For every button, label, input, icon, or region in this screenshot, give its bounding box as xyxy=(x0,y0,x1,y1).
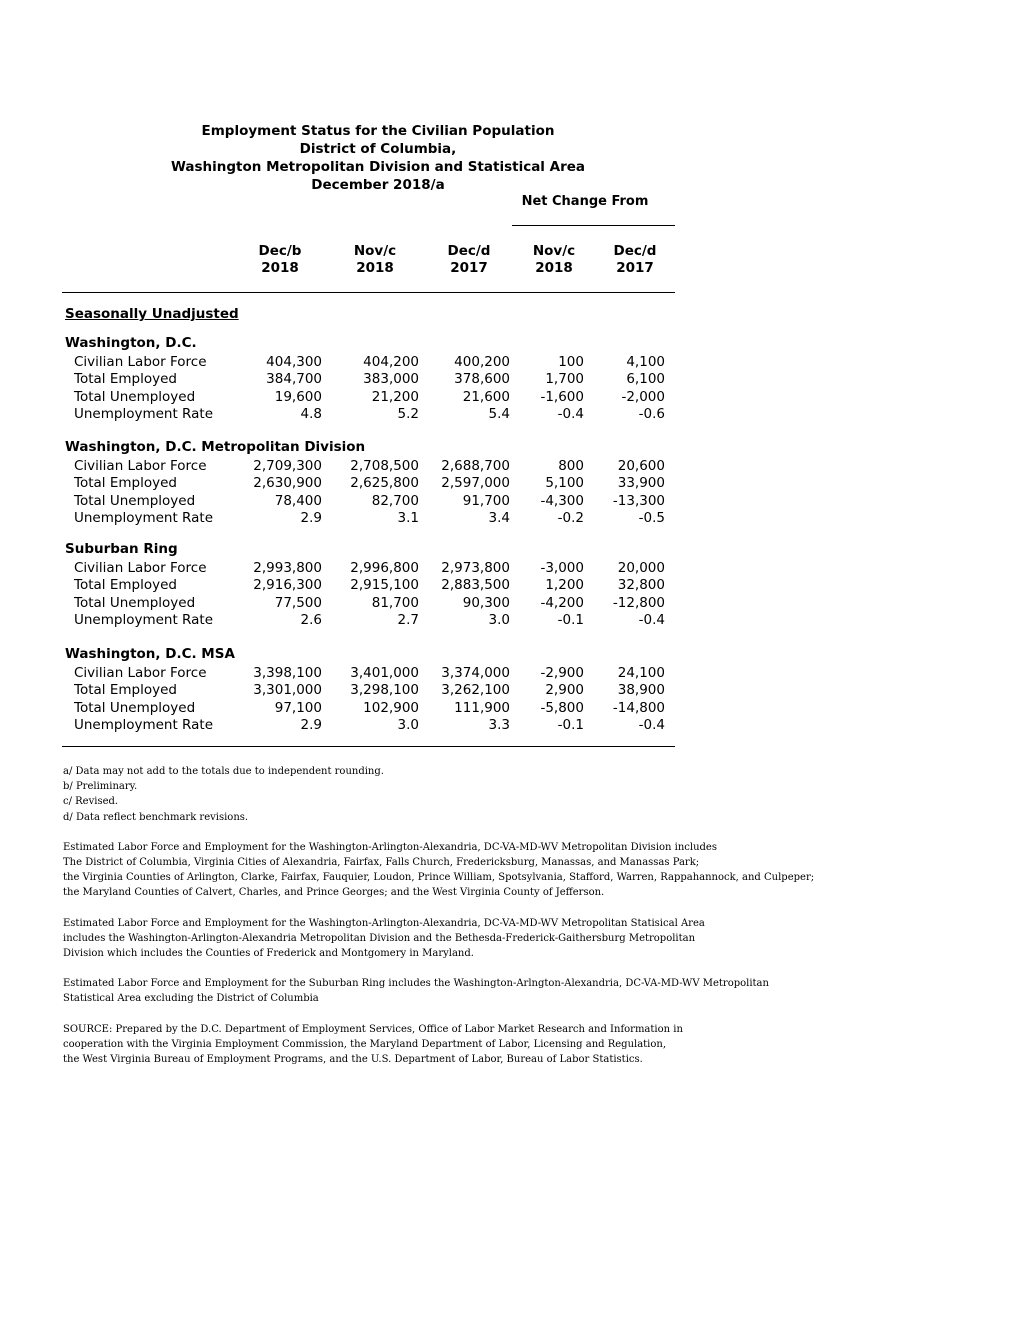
cell-value: 4,100 xyxy=(626,354,665,370)
cell-value: 20,000 xyxy=(617,560,665,576)
row-label: Total Unemployed xyxy=(74,699,196,716)
cell-value: 3.0 xyxy=(397,717,419,734)
cell-value: 2,708,500 xyxy=(350,458,419,474)
cell-value: -0.1 xyxy=(557,717,584,734)
footnote: b/ Preliminary. xyxy=(63,781,138,793)
cell-value: -13,300 xyxy=(612,492,665,509)
note-line: the Maryland Counties of Calvert, Charles, and Prince Georges; and the West Virginia County of Jefferson. xyxy=(63,887,605,899)
paragraph-gap xyxy=(63,901,814,916)
note-line: Estimated Labor Force and Employment for the Washington-Arlington-Alexandria, DC-VA-MD-WV Metropolitan Division includes xyxy=(63,841,717,853)
cell-value: 38,900 xyxy=(617,682,665,699)
cell-value: 21,600 xyxy=(462,388,510,405)
cell-value: -0.6 xyxy=(638,406,665,423)
cell-value: -0.4 xyxy=(638,717,665,734)
cell-value: 3,301,000 xyxy=(253,682,322,699)
col-header-1: Dec/b 2018 xyxy=(258,243,302,276)
title-line-1: Employment Status for the Civilian Population xyxy=(201,123,555,139)
footnote: d/ Data reflect benchmark revisions. xyxy=(63,811,249,823)
row-label: Civilian Labor Force xyxy=(74,458,207,474)
cell-value: 383,000 xyxy=(363,371,419,388)
paragraph-gap xyxy=(63,961,814,976)
note-line: the West Virginia Bureau of Employment Programs, and the U.S. Department of Labor, Bureau of Labor Statistics. xyxy=(63,1054,643,1066)
row-label: Total Employed xyxy=(74,682,177,699)
cell-value: -1,600 xyxy=(540,388,584,405)
document-title xyxy=(0,122,756,194)
cell-value: 24,100 xyxy=(617,665,665,681)
cell-value: 3,298,100 xyxy=(350,682,419,699)
cell-value: 21,200 xyxy=(371,388,419,405)
cell-value: 82,700 xyxy=(371,492,419,509)
table-row xyxy=(0,475,700,492)
table-row xyxy=(0,682,700,699)
note-line: SOURCE: Prepared by the D.C. Department of Employment Services, Office of Labor Market Research and Information in xyxy=(63,1023,683,1035)
row-label: Unemployment Rate xyxy=(74,510,214,527)
table-row xyxy=(0,354,700,371)
cell-value: -0.1 xyxy=(557,612,584,629)
note-line: Statistical Area excluding the District of Columbia xyxy=(63,993,319,1005)
row-label: Total Employed xyxy=(74,475,177,492)
cell-value: 1,700 xyxy=(545,371,584,388)
cell-value: 2.6 xyxy=(300,612,322,629)
cell-value: 2.9 xyxy=(300,717,322,734)
cell-value: -2,000 xyxy=(621,388,665,405)
cell-value: 2,688,700 xyxy=(441,458,510,474)
cell-value: 91,700 xyxy=(462,492,510,509)
col-header-2: Nov/c 2018 xyxy=(353,243,397,276)
paragraph-gap xyxy=(63,825,814,840)
net-change-rule xyxy=(512,225,675,226)
row-label: Total Employed xyxy=(74,577,177,594)
cell-value: 1,200 xyxy=(545,577,584,594)
cell-value: 33,900 xyxy=(617,475,665,492)
col-header-3: Dec/d 2017 xyxy=(447,243,491,276)
cell-value: 2.7 xyxy=(397,612,419,629)
col-header-4: Nov/c 2018 xyxy=(532,243,576,276)
table-row xyxy=(0,510,700,527)
cell-value: 2,915,100 xyxy=(350,577,419,594)
cell-value: 111,900 xyxy=(454,699,510,716)
table-row xyxy=(0,493,700,510)
row-label: Unemployment Rate xyxy=(74,612,214,629)
cell-value: 100 xyxy=(558,354,584,370)
note-line: Division which includes the Counties of Frederick and Montgomery in Maryland. xyxy=(63,948,474,960)
cell-value: 404,200 xyxy=(363,354,419,370)
group-title: Washington, D.C. Metropolitan Division xyxy=(65,439,366,455)
cell-value: 2,883,500 xyxy=(441,577,510,594)
cell-value: -0.2 xyxy=(557,510,584,527)
group-title: Washington, D.C. xyxy=(65,335,197,351)
cell-value: 400,200 xyxy=(454,354,510,370)
cell-value: -0.4 xyxy=(557,406,584,423)
table-row xyxy=(0,717,700,734)
note-line: The District of Columbia, Virginia Cities of Alexandria, Fairfax, Falls Church, Fredericksburg, Manassas, and Manassas Park; xyxy=(63,857,700,869)
title-line-2: District of Columbia, xyxy=(299,141,457,157)
cell-value: 384,700 xyxy=(266,371,322,388)
cell-value: -14,800 xyxy=(612,699,665,716)
cell-value: -0.5 xyxy=(638,510,665,527)
header-rule xyxy=(62,292,675,293)
cell-value: -0.4 xyxy=(638,612,665,629)
cell-value: 2,709,300 xyxy=(253,458,322,474)
cell-value: 3,401,000 xyxy=(350,665,419,681)
table-row xyxy=(0,577,700,594)
cell-value: -3,000 xyxy=(540,560,584,576)
table-row xyxy=(0,560,700,577)
note-line: the Virginia Counties of Arlington, Clarke, Fairfax, Fauquier, Loudon, Prince William, Spotsylvania, Stafford, Warren, Rappahannock, and Culpeper; xyxy=(63,872,815,884)
row-label: Civilian Labor Force xyxy=(74,354,207,370)
row-label: Total Employed xyxy=(74,371,177,388)
cell-value: 3.0 xyxy=(488,612,510,629)
cell-value: 2,597,000 xyxy=(441,475,510,492)
cell-value: 3.4 xyxy=(488,510,510,527)
cell-value: 20,600 xyxy=(617,458,665,474)
cell-value: 19,600 xyxy=(274,388,322,405)
cell-value: 97,100 xyxy=(274,699,322,716)
table-row xyxy=(0,371,700,388)
cell-value: 5,100 xyxy=(545,475,584,492)
section-heading: Seasonally Unadjusted xyxy=(65,306,239,322)
net-change-label: Net Change From xyxy=(521,194,649,209)
row-label: Total Unemployed xyxy=(74,492,196,509)
cell-value: 3,374,000 xyxy=(441,665,510,681)
row-label: Civilian Labor Force xyxy=(74,560,207,576)
cell-value: -5,800 xyxy=(540,699,584,716)
cell-value: 3.1 xyxy=(397,510,419,527)
paragraph-gap xyxy=(63,1007,814,1022)
cell-value: 2,996,800 xyxy=(350,560,419,576)
cell-value: 2,630,900 xyxy=(253,475,322,492)
table-bottom-rule xyxy=(62,746,675,747)
cell-value: 2,625,800 xyxy=(350,475,419,492)
table-row xyxy=(0,389,700,406)
row-label: Unemployment Rate xyxy=(74,717,214,734)
note-line: Estimated Labor Force and Employment for the Washington-Arlington-Alexandria, DC-VA-MD-WV Metropolitan Statisical Area xyxy=(63,917,705,929)
row-label: Unemployment Rate xyxy=(74,406,214,423)
cell-value: 78,400 xyxy=(274,492,322,509)
table-row xyxy=(0,458,700,475)
cell-value: 404,300 xyxy=(266,354,322,370)
cell-value: 2,993,800 xyxy=(253,560,322,576)
cell-value: -4,200 xyxy=(540,594,584,611)
cell-value: 800 xyxy=(558,458,584,474)
note-line: includes the Washington-Arlington-Alexandria Metropolitan Division and the Bethesda-Frederick-Gaithersburg Metropolitan xyxy=(63,932,696,944)
cell-value: 5.2 xyxy=(397,406,419,423)
row-label: Total Unemployed xyxy=(74,388,196,405)
cell-value: 3.3 xyxy=(488,717,510,734)
note-line: Estimated Labor Force and Employment for the Suburban Ring includes the Washington-Arlngton-Alexandria, DC-VA-MD-WV Metropolitan xyxy=(63,978,769,990)
cell-value: 2.9 xyxy=(300,510,322,527)
cell-value: 77,500 xyxy=(274,594,322,611)
title-line-3: Washington Metropolitan Division and Statistical Area xyxy=(170,159,586,175)
cell-value: 2,916,300 xyxy=(253,577,322,594)
cell-value: 378,600 xyxy=(454,371,510,388)
notes-section xyxy=(63,764,814,1067)
cell-value: 32,800 xyxy=(617,577,665,594)
cell-value: 102,900 xyxy=(363,699,419,716)
cell-value: 3,398,100 xyxy=(253,665,322,681)
group-title: Washington, D.C. MSA xyxy=(65,646,235,662)
note-line: cooperation with the Virginia Employment Commission, the Maryland Department of Labor, Licensing and Regulation, xyxy=(63,1038,667,1050)
table-row xyxy=(0,595,700,612)
table-row xyxy=(0,406,700,423)
cell-value: 2,973,800 xyxy=(441,560,510,576)
table-row xyxy=(0,700,700,717)
cell-value: 90,300 xyxy=(462,594,510,611)
title-line-4: December 2018/a xyxy=(311,177,445,193)
cell-value: 4.8 xyxy=(300,406,322,423)
table-row xyxy=(0,665,700,682)
cell-value: -12,800 xyxy=(612,594,665,611)
row-label: Total Unemployed xyxy=(74,594,196,611)
cell-value: 5.4 xyxy=(488,406,510,423)
cell-value: -4,300 xyxy=(540,492,584,509)
col-header-5: Dec/d 2017 xyxy=(613,243,657,276)
table-row xyxy=(0,612,700,629)
cell-value: 2,900 xyxy=(545,682,584,699)
cell-value: 3,262,100 xyxy=(441,682,510,699)
cell-value: 81,700 xyxy=(371,594,419,611)
group-title: Suburban Ring xyxy=(65,541,178,557)
cell-value: -2,900 xyxy=(540,665,584,681)
footnote: a/ Data may not add to the totals due to independent rounding. xyxy=(63,766,384,777)
footnote: c/ Revised. xyxy=(63,796,119,808)
cell-value: 6,100 xyxy=(626,371,665,388)
row-label: Civilian Labor Force xyxy=(74,665,207,681)
